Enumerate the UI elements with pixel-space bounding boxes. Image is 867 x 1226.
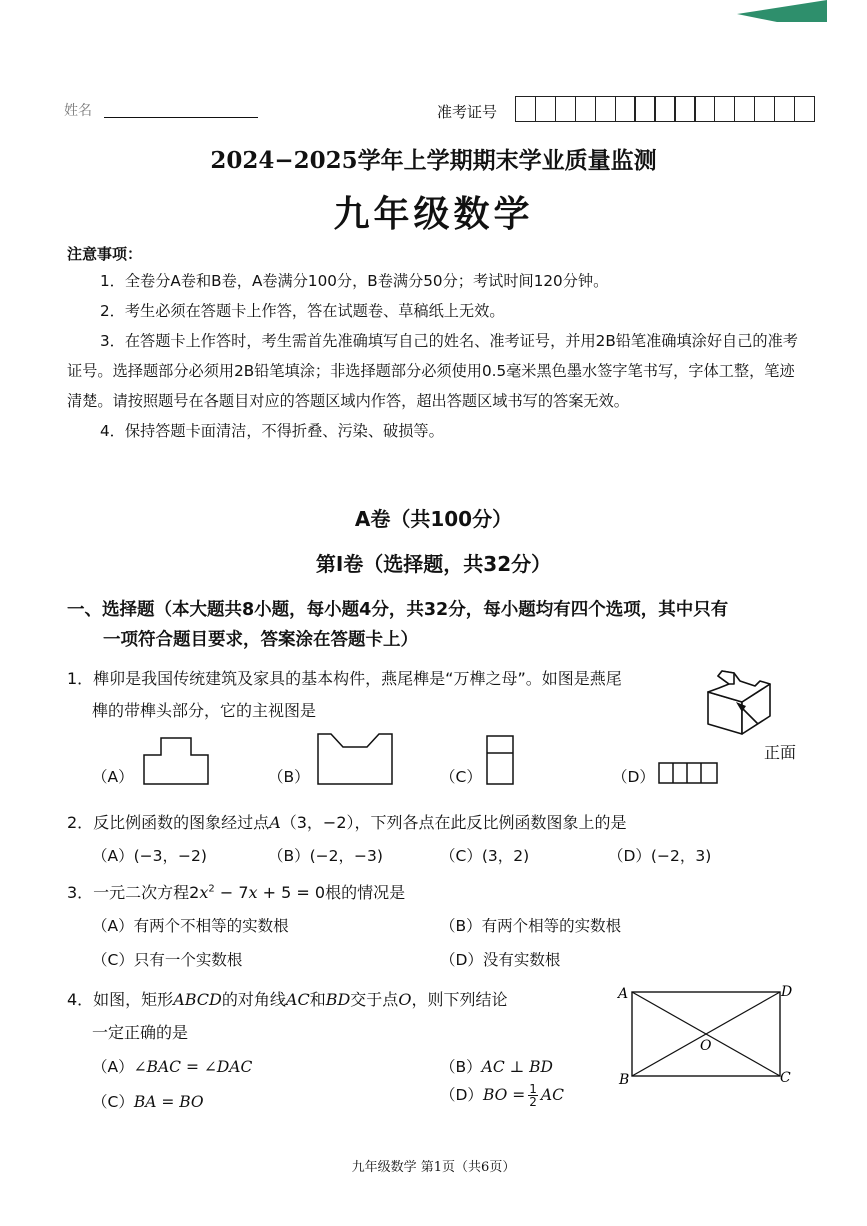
part-1-title: 第Ⅰ卷（选择题，共32分） — [315, 552, 552, 576]
page-footer: 九年级数学 第1页（共6页） — [351, 1160, 516, 1175]
q4-stem-c: 和 — [309, 990, 326, 1009]
q2-option-d[interactable]: （D）(−2，3) — [608, 847, 712, 865]
q4-option-d-right: AC — [540, 1086, 564, 1104]
exam-number-box[interactable] — [575, 96, 596, 122]
exam-number-box[interactable] — [774, 96, 795, 122]
exam-number-box[interactable] — [515, 96, 536, 122]
q4-option-d-label: （D） — [440, 1086, 483, 1104]
front-view-label: 正面 — [764, 743, 797, 762]
q3-variable: x — [199, 883, 209, 902]
exam-number-label: 准考证号 — [437, 103, 498, 121]
notice-item-3: 3．在答题卡上作答时，考生需首先准确填写自己的姓名、准考证号，并用2B铅笔准确填涂好自己的准考证号。选择题部分必须用2B铅笔填涂；非选择题部分必须使用0.5毫米黑色墨水签字笔书写，字体工整，笔迹清楚。请按照题号在各题目对应的答题区域内作答，超出答题区域书写的答案无效。 — [67, 332, 798, 410]
q4-stem-a: 4．如图，矩形 — [67, 990, 174, 1009]
q3-option-b[interactable]: （B）有两个相等的实数根 — [440, 917, 622, 935]
q4-option-b-text: AC ⊥ BD — [481, 1058, 553, 1076]
q3-stem-c: + 5 = 0根的情况是 — [257, 883, 406, 902]
vertex-a-label: A — [618, 986, 629, 1002]
q3-stem-b: − 7 — [214, 883, 249, 902]
q2-option-c[interactable]: （C）(3，2) — [440, 847, 530, 865]
q2-point-name: A — [269, 813, 281, 832]
q4-stem-d: 交于点 — [350, 990, 399, 1009]
vertex-c-label: C — [780, 1070, 791, 1086]
q4-option-b-label: （B） — [440, 1058, 482, 1076]
fraction-denominator: 2 — [529, 1095, 537, 1109]
q1-option-d-label[interactable]: （D） — [612, 768, 655, 786]
q4-rect-name: ABCD — [173, 990, 222, 1009]
q1-option-b-figure[interactable] — [317, 733, 393, 785]
q3-option-d[interactable]: （D）没有实数根 — [440, 951, 561, 969]
rectangle-abcd-figure — [614, 980, 794, 1088]
q1-option-a-figure[interactable] — [143, 737, 209, 785]
q1-option-b-label[interactable]: （B） — [268, 768, 310, 786]
q2-option-a[interactable]: （A）(−3，−2) — [92, 847, 207, 865]
exam-number-box[interactable] — [654, 96, 675, 122]
center-o-label: O — [700, 1038, 712, 1054]
exam-number-boxes[interactable] — [515, 96, 814, 122]
q4-stem-e: ，则下列结论 — [411, 990, 508, 1009]
fraction-numerator: 1 — [529, 1082, 537, 1096]
exam-number-box[interactable] — [734, 96, 755, 122]
q1-option-c-label[interactable]: （C） — [440, 768, 482, 786]
exam-title: 2024−2025学年上学期期末学业质量监测 — [210, 147, 657, 174]
q3-stem — [67, 880, 405, 903]
q4-stem-b: 的对角线 — [221, 990, 286, 1009]
q2-stem-b: （3，−2），下列各点在此反比例函数图象上的是 — [280, 813, 627, 832]
exam-number-box[interactable] — [535, 96, 556, 122]
q2-option-b[interactable]: （B）(−2，−3) — [268, 847, 383, 865]
notice-item-4: 4．保持答题卡面清洁，不得折叠、污染、破损等。 — [100, 422, 444, 440]
q4-point-o: O — [398, 990, 412, 1009]
q4-stem — [67, 987, 507, 1010]
q3-stem-a: 3．一元二次方程2 — [67, 883, 200, 902]
exam-number-box[interactable] — [754, 96, 775, 122]
q4-option-c-label: （C） — [92, 1093, 134, 1111]
subject-title: 九年级数学 — [333, 193, 534, 235]
q4-option-d-left: BO = — [482, 1086, 526, 1104]
dovetail-tenon-figure — [700, 662, 780, 737]
q1-option-d-figure[interactable] — [658, 762, 718, 784]
q3-option-a[interactable]: （A）有两个不相等的实数根 — [92, 917, 289, 935]
q1-line-2: 榫的带榫头部分，它的主视图是 — [92, 701, 317, 720]
q4-option-d-fraction — [528, 1083, 538, 1108]
choice-heading-line-1: 一、选择题（本大题共8小题，每小题4分，共32分，每小题均有四个选项，其中只有 — [67, 600, 729, 620]
q3-variable-2: x — [248, 883, 258, 902]
q1-option-a-label[interactable]: （A） — [92, 768, 134, 786]
exam-number-box[interactable] — [555, 96, 576, 122]
notice-heading: 注意事项： — [67, 245, 143, 263]
exam-number-box[interactable] — [714, 96, 735, 122]
vertex-d-label: D — [781, 984, 793, 1000]
q4-diagonal-1: AC — [285, 990, 310, 1009]
q4-diagonal-2: BD — [325, 990, 351, 1009]
notice-item-2: 2．考生必须在答题卡上作答，答在试题卷、草稿纸上无效。 — [100, 302, 505, 320]
name-underline — [104, 117, 258, 118]
notice-list — [67, 266, 807, 446]
q4-option-a-label: （A） — [92, 1058, 134, 1076]
choice-heading-line-2: 一项符合题目要求，答案涂在答题卡上） — [103, 630, 418, 650]
q3-option-c[interactable]: （C）只有一个实数根 — [92, 951, 243, 969]
notice-item-1: 1．全卷分A卷和B卷，A卷满分100分，B卷满分50分；考试时间120分钟。 — [100, 272, 609, 290]
exam-number-box[interactable] — [615, 96, 636, 122]
q1-option-c-figure[interactable] — [486, 735, 514, 785]
q4-option-c-text: BA = BO — [133, 1093, 204, 1111]
q4-option-a-text: ∠BAC = ∠DAC — [133, 1058, 253, 1076]
q4-option-a[interactable] — [92, 1055, 252, 1077]
exam-number-box[interactable] — [674, 96, 695, 122]
choice-section-heading — [67, 595, 807, 655]
name-label: 姓名 — [64, 103, 92, 119]
q4-option-b[interactable] — [440, 1055, 553, 1077]
exam-number-box[interactable] — [694, 96, 715, 122]
exam-number-box[interactable] — [634, 96, 655, 122]
section-a-title: A卷（共100分） — [354, 507, 513, 531]
corner-tab-mark — [737, 0, 827, 22]
q1-line-1: 1．榫卯是我国传统建筑及家具的基本构件，燕尾榫是“万榫之母”。如图是燕尾 — [67, 669, 622, 688]
exam-number-box[interactable] — [595, 96, 616, 122]
q2-stem-a: 2．反比例函数的图象经过点 — [67, 813, 270, 832]
exam-number-box[interactable] — [794, 96, 815, 122]
q4-option-d[interactable] — [440, 1083, 564, 1108]
vertex-b-label: B — [619, 1072, 630, 1088]
q3-exponent: 2 — [208, 883, 215, 895]
q4-option-c[interactable] — [92, 1090, 204, 1112]
q4-line-2: 一定正确的是 — [92, 1023, 189, 1042]
q2-stem — [67, 810, 627, 833]
